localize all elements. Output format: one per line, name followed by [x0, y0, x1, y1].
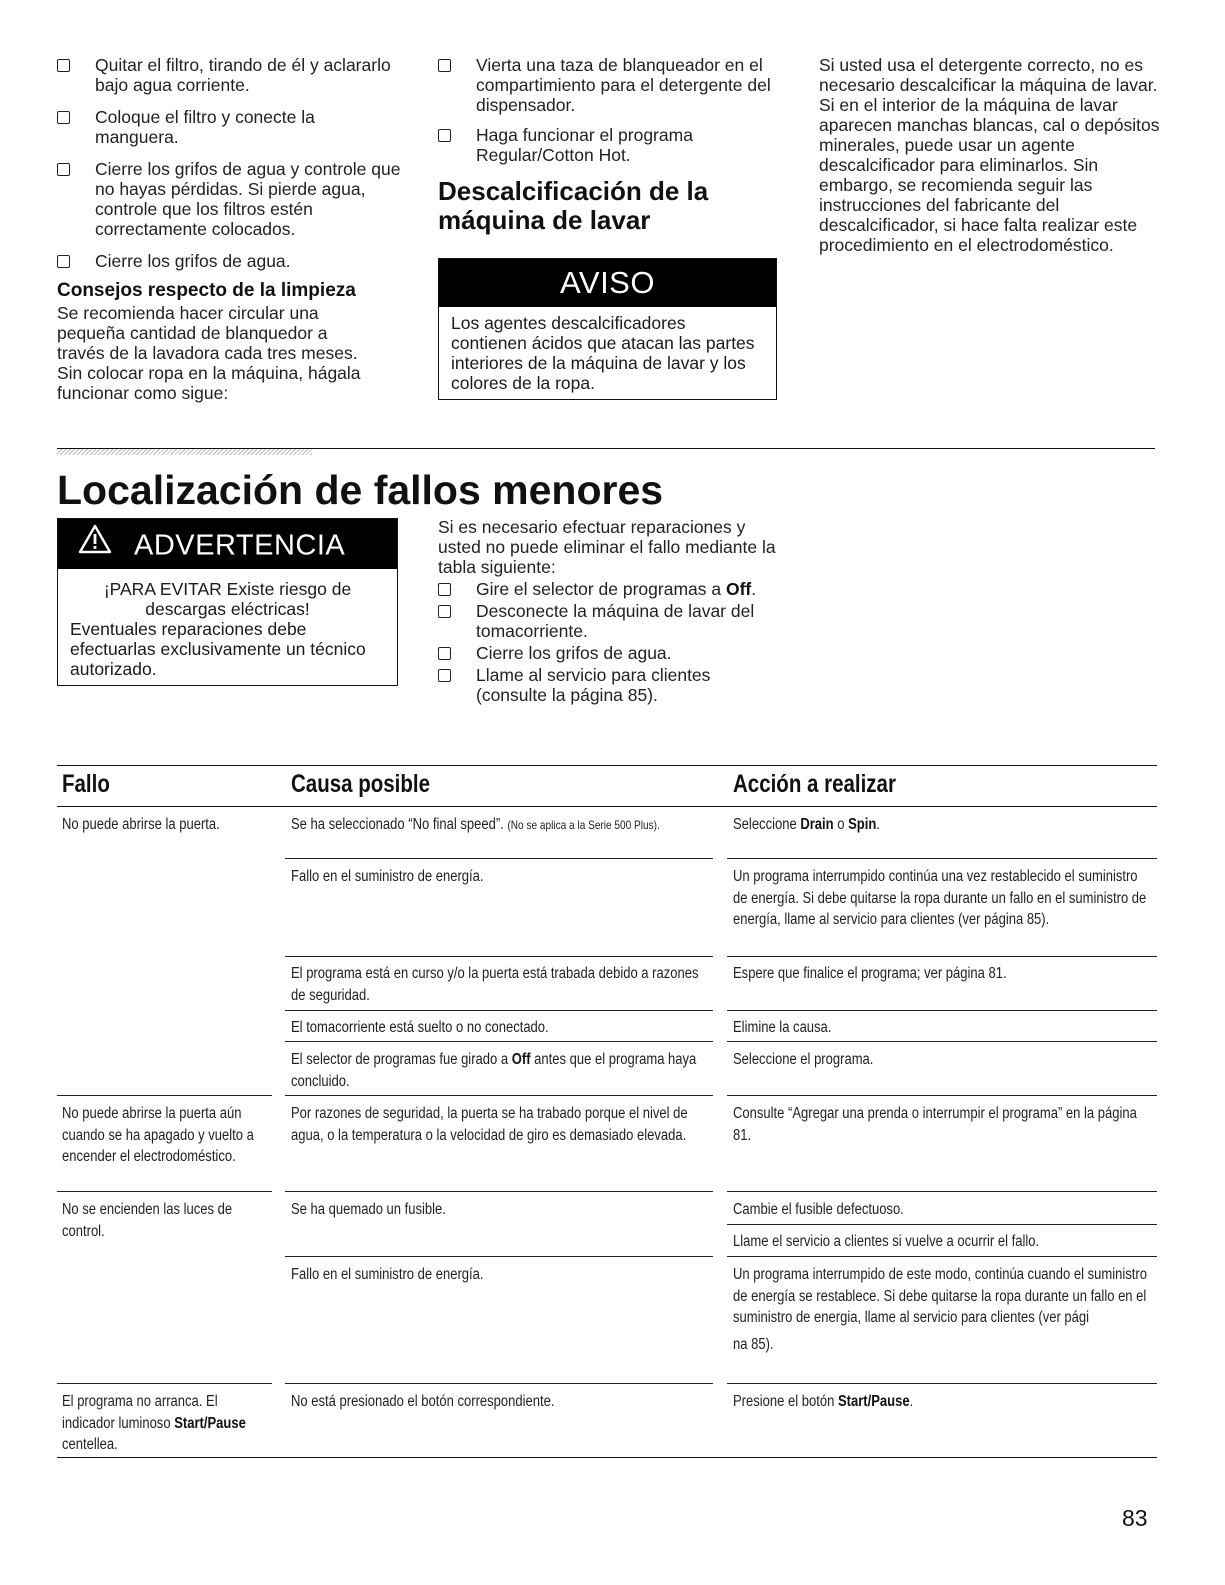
row-divider — [285, 1191, 713, 1192]
causa-6: Por razones de seguridad, la puerta se ha trabado porque el nivel de agua, o la temperatura o la velocidad de giro es demasiado elevada. — [291, 1105, 688, 1144]
header-causa: Causa posible — [291, 770, 430, 798]
causa-8: Fallo en el suministro de energía. — [291, 1266, 484, 1283]
section-hatch — [57, 449, 312, 455]
list-item: Gire el selector de programas a Off. — [438, 579, 783, 599]
row-divider — [285, 858, 713, 859]
notice-text: Los agentes descalcificadores contienen ácidos que atacan las partes interiores de la máquina de lavar y los colores de la ropa. — [451, 313, 755, 393]
accion-2: Un programa interrumpido continúa una vez restablecido el suministro de energía. Si debe quitarse la ropa durante un fallo en el suministro de energía, llame al servicio para clientes (ver página 85). — [733, 868, 1147, 928]
list-item: Haga funcionar el programa Regular/Cotton Hot. — [438, 125, 778, 165]
header-accion: Acción a realizar — [733, 770, 896, 798]
row-divider — [727, 1095, 1157, 1096]
row-divider — [285, 1010, 713, 1011]
list-item: Llame al servicio para clientes (consulte la página 85). — [438, 665, 783, 705]
accion-8: Llame el servicio a clientes si vuelve a ocurrir el fallo. — [733, 1233, 1040, 1250]
warning-line-1: ¡PARA EVITAR Existe riesgo de descargas eléctricas! — [103, 579, 352, 619]
checkbox-icon — [57, 255, 70, 268]
causa-5: El selector de programas fue girado a Off antes que el programa haya concluido. — [291, 1051, 697, 1090]
fallo-2: No puede abrirse la puerta aún cuando se ha apagado y vuelto a encender el electrodoméstico. — [62, 1105, 254, 1165]
checkbox-icon — [57, 163, 70, 176]
checkbox-icon — [438, 59, 451, 72]
list-item: Cierre los grifos de agua y controle que no hayas pérdidas. Si pierde agua, controle que los filtros estén correctamente colocados. — [57, 159, 402, 239]
row-divider — [285, 1041, 713, 1042]
cleaning-tips-heading: Consejos respecto de la limpieza — [57, 280, 356, 301]
notice-title: AVISO — [439, 259, 776, 307]
header-fallo: Fallo — [62, 770, 110, 798]
table-header-rule — [57, 806, 1157, 807]
accion-3: Espere que finalice el programa; ver página 81. — [733, 965, 1007, 982]
checkbox-icon — [438, 605, 451, 618]
fallo-4: El programa no arranca. El indicador luminoso Start/Pause centellea. — [62, 1393, 246, 1453]
row-divider — [727, 1224, 1157, 1225]
checkbox-icon — [438, 129, 451, 142]
accion-5: Seleccione el programa. — [733, 1051, 874, 1068]
list-item: Desconecte la máquina de lavar del tomacorriente. — [438, 601, 783, 641]
warning-box — [57, 518, 398, 686]
descaling-para-2: Si en el interior de la máquina de lavar aparecen manchas blancas, cal o depósitos minerales, puede usar un agente descalcificador para eliminarlos. Sin embargo, se recomienda seguir las instrucciones del fabricante del descalcificador, si hace falta realizar este procedimiento en el electrodoméstico. — [819, 95, 1160, 255]
causa-1: Se ha seleccionado “No final speed”. (No se aplica a la Serie 500 Plus). — [291, 816, 660, 833]
descaling-heading: Descalcificación de la máquina de lavar — [438, 176, 709, 235]
row-divider — [285, 1095, 713, 1096]
aviso-notice — [438, 258, 777, 400]
column-2 — [438, 55, 778, 235]
row-divider — [727, 956, 1157, 957]
checkbox-icon — [57, 111, 70, 124]
row-divider — [285, 1256, 713, 1257]
fallo-1: No puede abrirse la puerta. — [62, 816, 220, 833]
checkbox-icon — [438, 669, 451, 682]
column-1 — [57, 55, 402, 403]
causa-3: El programa está en curso y/o la puerta está trabada debido a razones de seguridad. — [291, 965, 699, 1004]
accion-1: Seleccione Drain o Spin. — [733, 816, 880, 833]
list-item: Cierre los grifos de agua. — [438, 643, 783, 663]
column-3 — [819, 55, 1164, 255]
warning-line-2: Eventuales reparaciones debe efectuarlas exclusivamente un técnico autorizado. — [70, 619, 366, 679]
table-top-rule — [57, 765, 1157, 766]
repair-intro: Si es necesario efectuar reparaciones y usted no puede eliminar el fallo mediante la tabla siguiente: — [438, 517, 776, 577]
list-item: Cierre los grifos de agua. — [57, 251, 402, 271]
row-divider — [727, 858, 1157, 859]
page-title: Localización de fallos menores — [57, 467, 664, 513]
list-item: Coloque el filtro y conecte la manguera. — [57, 107, 402, 147]
causa-2: Fallo en el suministro de energía. — [291, 868, 484, 885]
row-divider — [285, 1383, 713, 1384]
row-divider — [57, 1383, 272, 1384]
row-divider — [727, 1191, 1157, 1192]
causa-4: El tomacorriente está suelto o no conectado. — [291, 1019, 549, 1036]
checkbox-icon — [438, 647, 451, 660]
accion-6: Consulte “Agregar una prenda o interrumpir el programa” en la página 81. — [733, 1105, 1137, 1144]
descaling-para-1: Si usted usa el detergente correcto, no es necesario descalcificar la máquina de lavar. — [819, 55, 1158, 95]
checkbox-icon — [438, 583, 451, 596]
fallo-3: No se encienden las luces de control. — [62, 1201, 233, 1240]
row-divider — [57, 1191, 272, 1192]
accion-7: Cambie el fusible defectuoso. — [733, 1201, 904, 1218]
row-divider — [57, 1095, 272, 1096]
page-number: 83 — [1122, 1505, 1148, 1531]
section-rule — [57, 448, 1155, 449]
row-divider — [727, 1010, 1157, 1011]
cleaning-para-1: Se recomienda hacer circular una pequeña cantidad de blanquedor a través de la lavadora cada tres meses. — [57, 303, 358, 363]
row-divider — [285, 956, 713, 957]
warning-bar — [58, 519, 397, 569]
checkbox-icon — [57, 59, 70, 72]
accion-4: Elimine la causa. — [733, 1019, 832, 1036]
causa-7: Se ha quemado un fusible. — [291, 1201, 446, 1218]
list-item: Quitar el filtro, tirando de él y aclararlo bajo agua corriente. — [57, 55, 402, 95]
causa-9: No está presionado el botón correspondiente. — [291, 1393, 555, 1410]
row-divider — [727, 1041, 1157, 1042]
accion-10: Presione el botón Start/Pause. — [733, 1393, 914, 1410]
repair-instructions — [438, 517, 783, 707]
warning-title: ADVERTENCIA — [134, 529, 346, 562]
row-divider — [727, 1256, 1157, 1257]
table-bottom-rule — [57, 1457, 1157, 1458]
accion-9: Un programa interrumpido de este modo, continúa cuando el suministro de energía se restablece. Si debe quitarse la ropa durante un fallo en el suministro de energia, llame al servicio para clientes (ver pági na 85). — [733, 1266, 1147, 1353]
list-item: Vierta una taza de blanqueador en el compartimiento para el detergente del dispensador. — [438, 55, 778, 115]
row-divider — [727, 1383, 1157, 1384]
cleaning-para-2: Sin colocar ropa en la máquina, hágala funcionar como sigue: — [57, 363, 361, 403]
warning-triangle-icon — [78, 520, 112, 570]
